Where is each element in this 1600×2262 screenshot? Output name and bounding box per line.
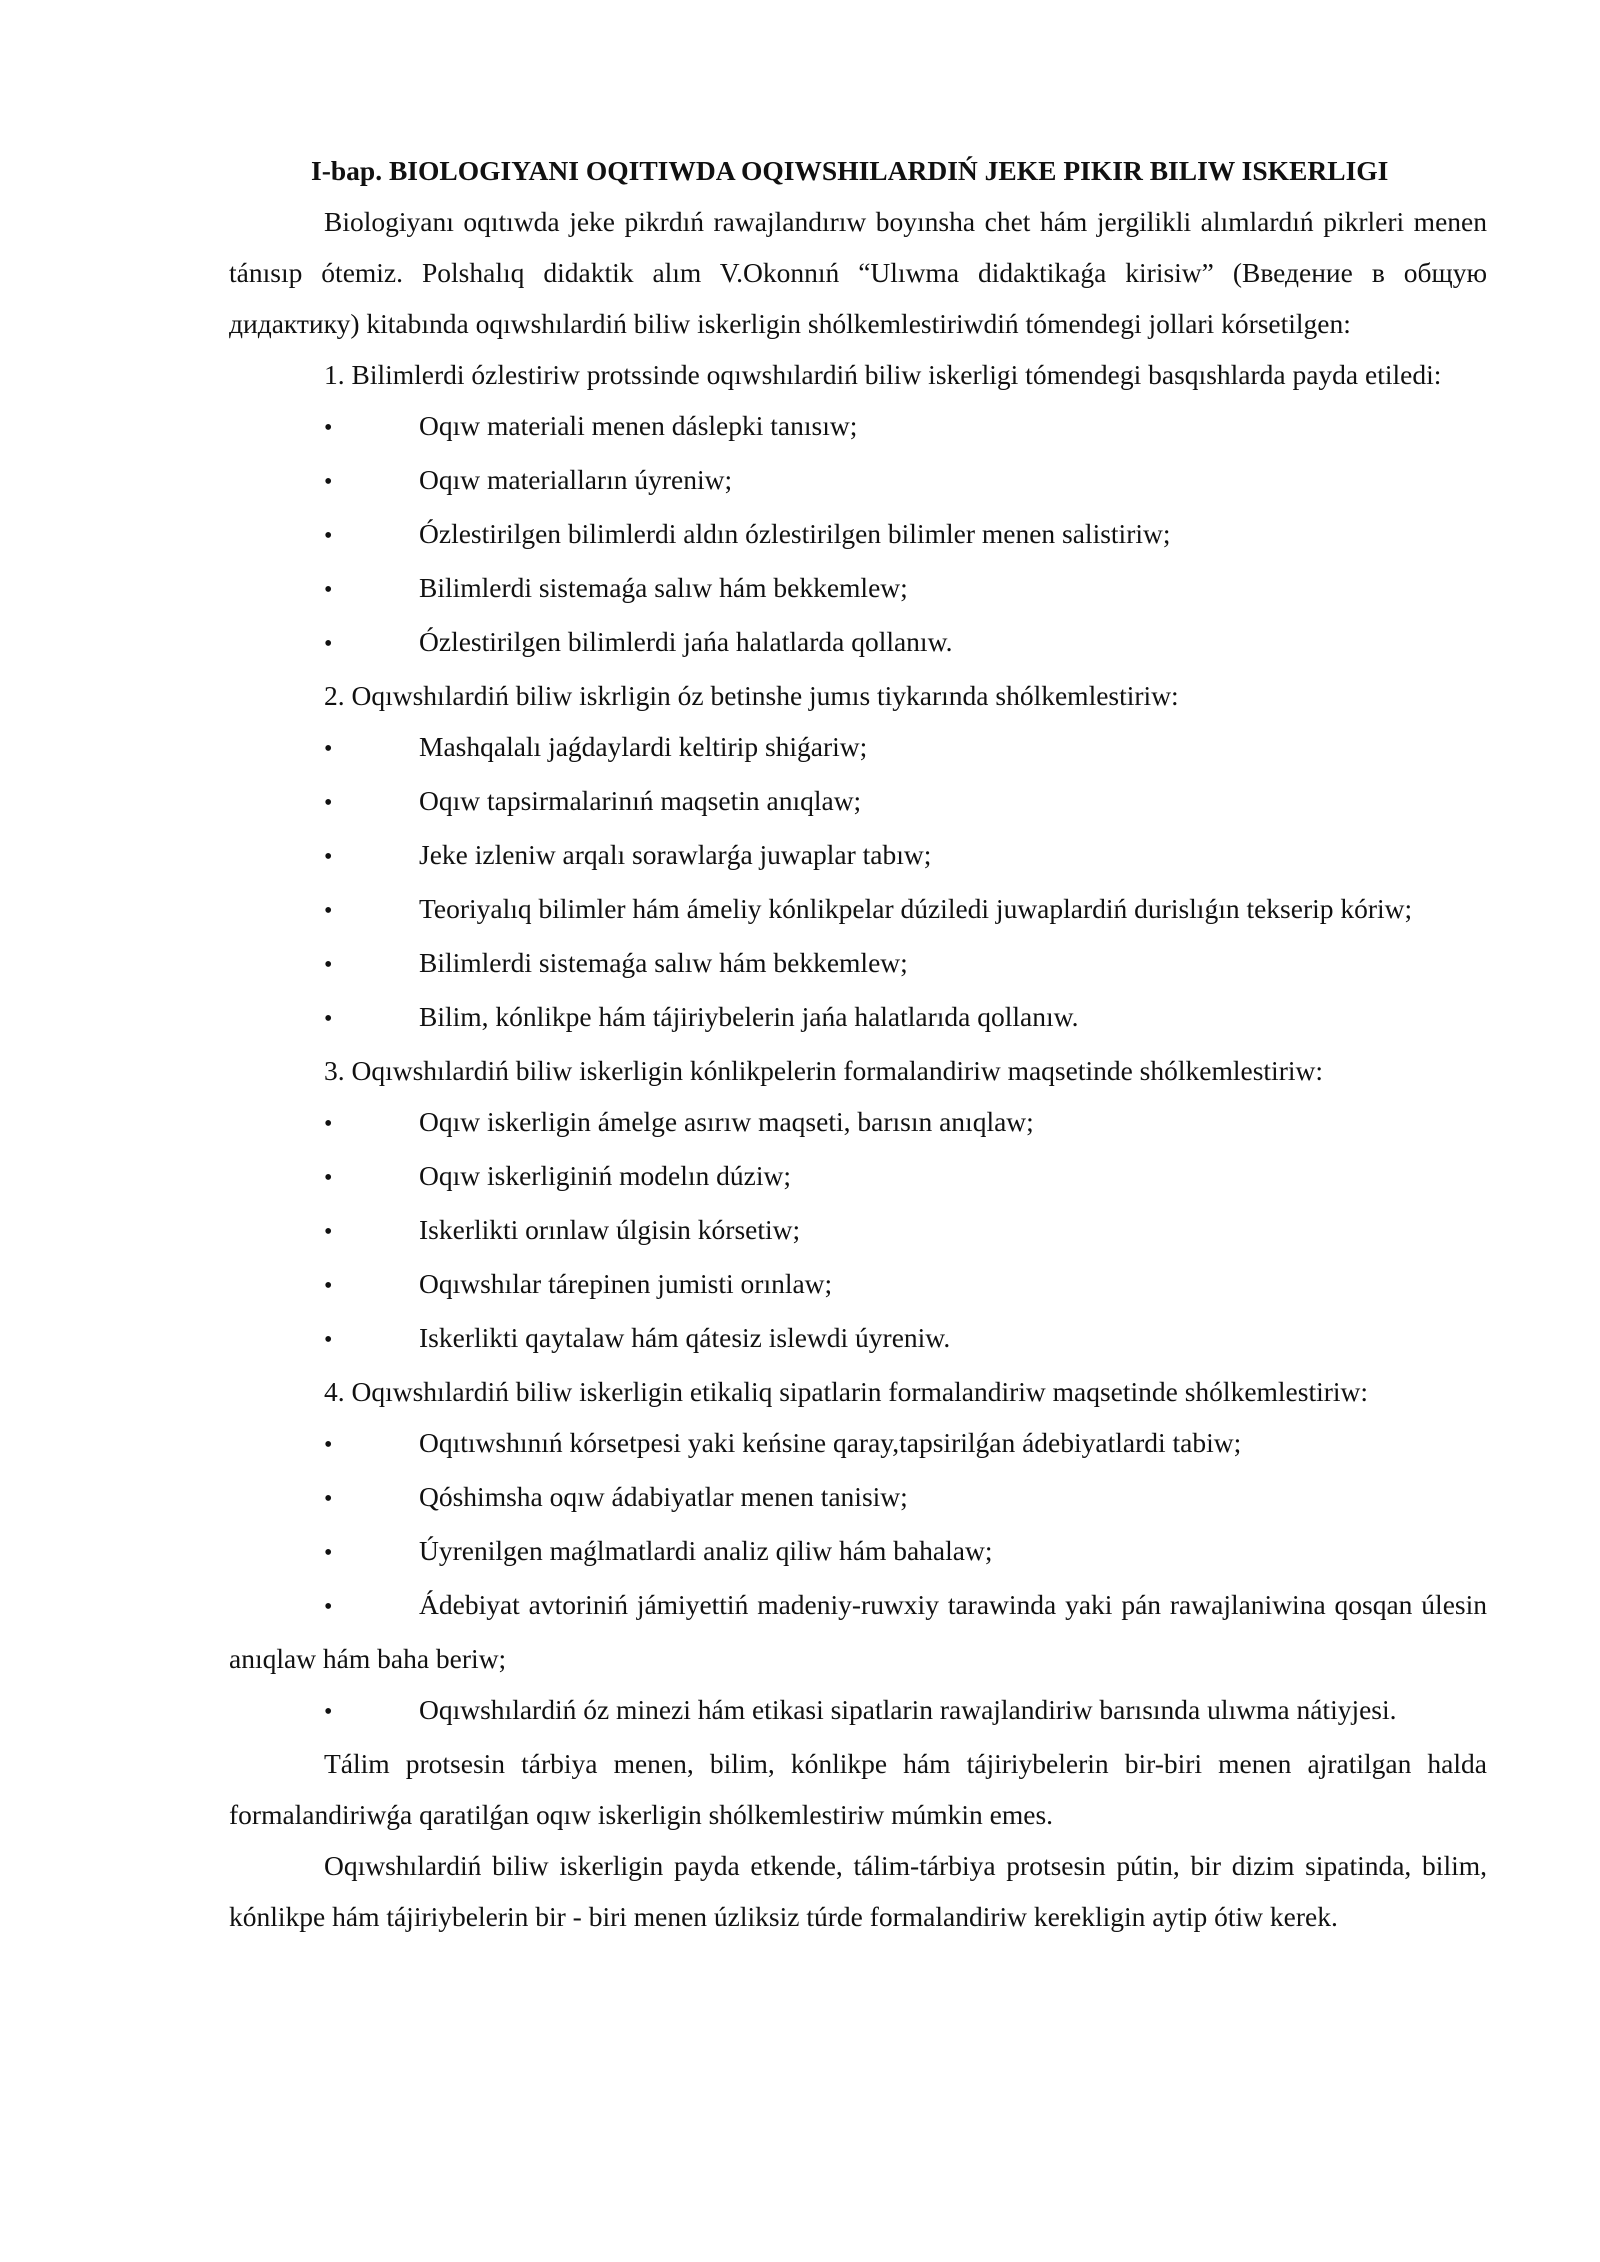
bullet-item bbox=[229, 883, 1487, 937]
bullet-text: Jeke izleniw arqalı sorawlarǵa juwaplar tabıw; bbox=[419, 839, 932, 870]
bullet-item bbox=[229, 562, 1487, 616]
bullet-text: Oqıw tapsirmalarinıń maqsetin anıqlaw; bbox=[419, 785, 862, 816]
bullet-text: Oqıw materiali menen dáslepki tanısıw; bbox=[419, 410, 858, 441]
bullet-icon: • bbox=[324, 1006, 333, 1032]
bullet-item bbox=[229, 616, 1487, 670]
bullet-text: Oqıw materialların úyreniw; bbox=[419, 464, 733, 495]
bullet-item bbox=[229, 1417, 1487, 1471]
bullet-text: Iskerlikti orınlaw úlgisin kórsetiw; bbox=[419, 1214, 801, 1245]
bullet-icon: • bbox=[324, 1327, 333, 1353]
section-heading: 4. Oqıwshılardiń biliw iskerligin etikaliq sipatlarin formalandiriw maqsetinde shólkemlestiriw: bbox=[324, 1376, 1369, 1407]
closing-paragraph: Oqıwshılardiń biliw iskerligin payda etkende, tálim-tárbiya protsesin pútin, bir dizim sipatinda, bilim, kónlikpe hám tájiriybelerin bir - biri menen úzliksiz túrde formalandiriw kerekligin aytip ótiw kerek. bbox=[229, 1850, 1487, 1932]
bullet-text: Teoriyalıq bilimler hám ámeliy kónlikpelar dúziledi juwaplardiń durislıǵın tekserip kóriw; bbox=[419, 893, 1413, 924]
section-heading: 3. Oqıwshılardiń biliw iskerligin kónlikpelerin formalandiriw maqsetinde shólkemlestiriw: bbox=[324, 1055, 1323, 1086]
intro-paragraph: Biologiyanı oqıtıwda jeke pikrdıń rawajlandırıw boyınsha chet hám jergilikli alımlardıń pikrleri menen tánısıp ótemiz. Polshalıq didaktik alım V.Okonnıń “Ulıwma didaktikaǵa kirisiw” (Введение в общую дидактику) kitabında oqıwshılardiń biliw iskerligin shólkemlestiriwdiń tómendegi jollari kórsetilgen: bbox=[229, 206, 1487, 339]
bullet-item bbox=[229, 1258, 1487, 1312]
bullet-item bbox=[229, 991, 1487, 1045]
bullet-text: Oqıwshılardiń óz minezi hám etikasi sipatlarin rawajlandiriw barısında ulıwma nátiyjesi. bbox=[419, 1694, 1397, 1725]
document-page bbox=[229, 145, 1487, 1942]
bullet-item bbox=[229, 508, 1487, 562]
closing-paragraphs bbox=[229, 1738, 1487, 1942]
bullet-icon: • bbox=[324, 415, 333, 441]
bullet-icon: • bbox=[324, 631, 333, 657]
bullet-item bbox=[229, 1525, 1487, 1579]
closing-paragraph: Tálim protsesin tárbiya menen, bilim, kónlikpe hám tájiriybelerin bir-biri menen ajratilgan halda formalandiriwǵa qaratilǵan oqıw iskerligin shólkemlestiriw múmkin emes. bbox=[229, 1748, 1487, 1830]
bullet-item bbox=[229, 775, 1487, 829]
bullet-text: Bilimlerdi sistemaǵa salıw hám bekkemlew; bbox=[419, 572, 908, 603]
bullet-item bbox=[229, 1684, 1487, 1738]
section-heading: 1. Bilimlerdi ózlestiriw protssinde oqıwshılardiń biliw iskerligi tómendegi basqıshlarda payda etiledi: bbox=[324, 359, 1442, 390]
bullet-icon: • bbox=[324, 1594, 333, 1620]
bullet-item bbox=[229, 1096, 1487, 1150]
bullet-text: Oqıtıwshınıń kórsetpesi yaki keńsine qaray,tapsirilǵan ádebiyatlardi tabiw; bbox=[419, 1427, 1242, 1458]
bullet-text: Qóshimsha oqıw ádabiyatlar menen tanisiw; bbox=[419, 1481, 908, 1512]
bullet-icon: • bbox=[324, 1165, 333, 1191]
bullet-text: Iskerlikti qaytalaw hám qátesiz islewdi úyreniw. bbox=[419, 1322, 951, 1353]
chapter-title: I-bap. BIOLOGIYANI OQITIWDA OQIWSHILARDIŃ JEKE PIKIR BILIW ISKERLIGI bbox=[311, 155, 1389, 186]
bullet-text: Mashqalalı jaǵdaylardi keltirip shiǵariw; bbox=[419, 731, 868, 762]
sections bbox=[229, 349, 1487, 1738]
bullet-item bbox=[229, 1579, 1487, 1684]
bullet-item bbox=[229, 1312, 1487, 1366]
bullet-icon: • bbox=[324, 1273, 333, 1299]
section-heading: 2. Oqıwshılardiń biliw iskrligin óz betinshe jumıs tiykarında shólkemlestiriw: bbox=[324, 680, 1179, 711]
bullet-item bbox=[229, 829, 1487, 883]
bullet-icon: • bbox=[324, 523, 333, 549]
bullet-icon: • bbox=[324, 577, 333, 603]
bullet-item bbox=[229, 1471, 1487, 1525]
bullet-text: Oqıw iskerligin ámelge asırıw maqseti, barısın anıqlaw; bbox=[419, 1106, 1034, 1137]
bullet-item bbox=[229, 721, 1487, 775]
bullet-text: Oqıw iskerliginiń modelın dúziw; bbox=[419, 1160, 791, 1191]
bullet-text: Bilim, kónlikpe hám tájiriybelerin jańa halatlarıda qollanıw. bbox=[419, 1001, 1079, 1032]
bullet-item bbox=[229, 937, 1487, 991]
bullet-icon: • bbox=[324, 790, 333, 816]
bullet-icon: • bbox=[324, 1219, 333, 1245]
bullet-item bbox=[229, 1150, 1487, 1204]
bullet-icon: • bbox=[324, 952, 333, 978]
bullet-icon: • bbox=[324, 898, 333, 924]
bullet-icon: • bbox=[324, 1486, 333, 1512]
bullet-item bbox=[229, 454, 1487, 508]
bullet-text: Úyrenilgen maǵlmatlardi analiz qiliw hám bahalaw; bbox=[419, 1535, 993, 1566]
bullet-text: Oqıwshılar tárepinen jumisti orınlaw; bbox=[419, 1268, 833, 1299]
bullet-text: Ózlestirilgen bilimlerdi jańa halatlarda qollanıw. bbox=[419, 626, 953, 657]
bullet-text: Ózlestirilgen bilimlerdi aldın ózlestirilgen bilimler menen salistiriw; bbox=[419, 518, 1171, 549]
bullet-icon: • bbox=[324, 736, 333, 762]
bullet-text: Bilimlerdi sistemaǵa salıw hám bekkemlew; bbox=[419, 947, 908, 978]
bullet-icon: • bbox=[324, 844, 333, 870]
bullet-icon: • bbox=[324, 469, 333, 495]
bullet-item bbox=[229, 1204, 1487, 1258]
bullet-text: Ádebiyat avtoriniń jámiyettiń madeniy-ruwxiy tarawinda yaki pán rawajlaniwina qosqan úlesin anıqlaw hám baha beriw; bbox=[229, 1589, 1487, 1674]
bullet-icon: • bbox=[324, 1111, 333, 1137]
bullet-icon: • bbox=[324, 1540, 333, 1566]
bullet-item bbox=[229, 400, 1487, 454]
bullet-icon: • bbox=[324, 1432, 333, 1458]
bullet-icon: • bbox=[324, 1699, 333, 1725]
